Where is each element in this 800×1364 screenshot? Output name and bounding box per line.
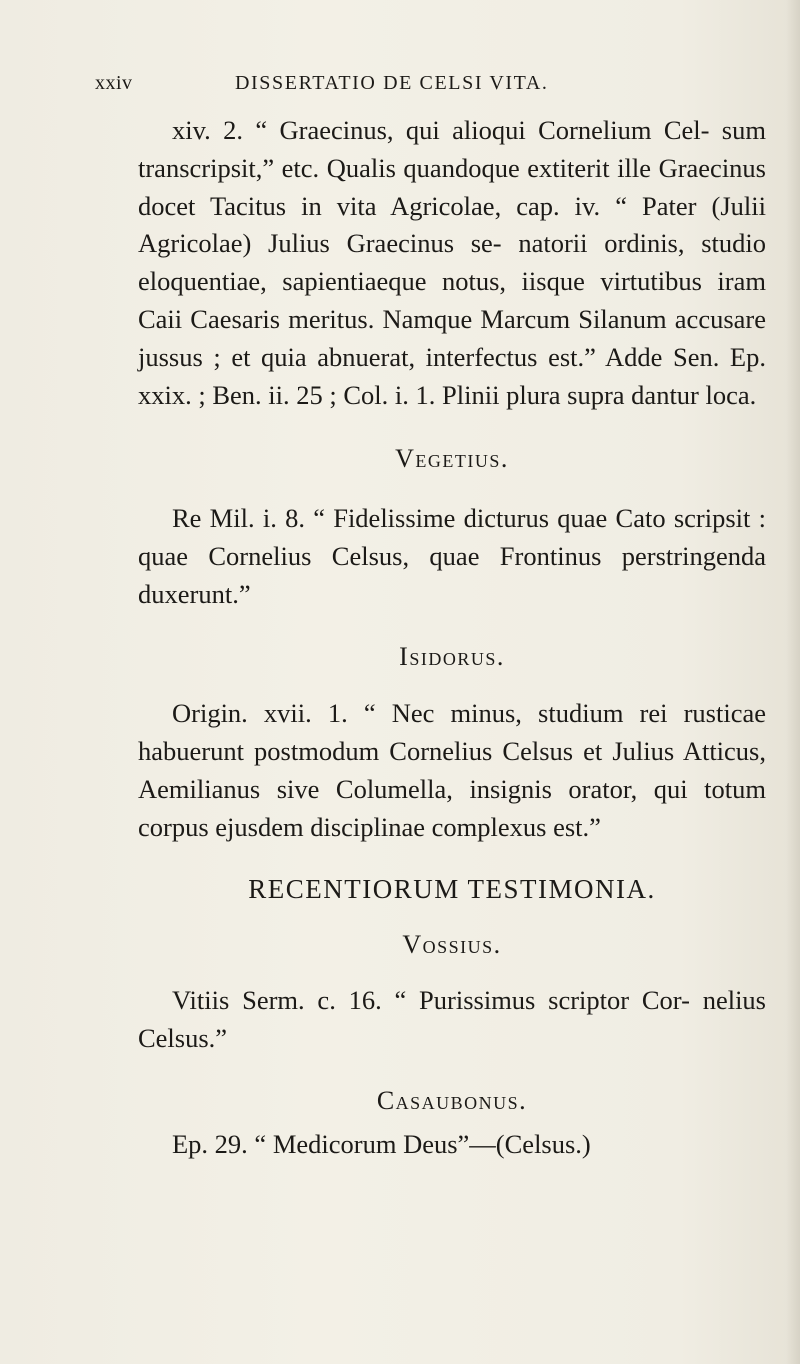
heading-vossius: Vossius.: [402, 930, 502, 960]
page-number: xxiv: [95, 72, 133, 94]
section-title-recentiorum: RECENTIORUM TESTIMONIA.: [248, 873, 656, 904]
paragraph-graecinus: xiv. 2. “ Graecinus, qui alioqui Cornelium Cel- sum transcripsit,” etc. Qualis quandoque extiterit ille Graecinus docet Tacitus in vita Agricolae, cap. iv. “ Pater (Julii Agricolae) Julius Graecinus se- natorii ordinis, studio eloquentiae, sapientiaeque notus, iisque virtutibus iram Caii Caesaris meritus. Namque Marcum Silanum accusare jussus ; et quia abnuerat, interfectus est.” Adde Sen. Ep. xxix. ; Ben. ii. 25 ; Col. i. 1. Plinii plura supra dantur loca.: [138, 115, 766, 410]
heading-vegetius: Vegetius.: [395, 444, 509, 474]
heading-casaubonus: Casaubonus.: [376, 1085, 528, 1115]
heading-isidorus: Isidorus.: [399, 641, 505, 671]
paragraph-vegetius: Re Mil. i. 8. “ Fidelissime dicturus quae Cato scripsit : quae Cornelius Celsus, quae Frontinus perstringenda duxerunt.”: [138, 503, 766, 609]
page-body: [138, 112, 766, 1163]
page-edge-shadow: [786, 0, 800, 1364]
page-header: [95, 72, 655, 102]
paragraph-vossius: Vitiis Serm. c. 16. “ Purissimus scriptor Cor- nelius Celsus.”: [138, 985, 766, 1053]
paragraph-casaubonus: Ep. 29. “ Medicorum Deus”—(Celsus.): [172, 1128, 591, 1159]
running-title: DISSERTATIO DE CELSI VITA.: [235, 72, 549, 94]
paragraph-isidorus: Origin. xvii. 1. “ Nec minus, studium rei rusticae habuerunt postmodum Cornelius Celsus et Julius Atticus, Aemilianus sive Columella, insignis orator, qui totum corpus ejusdem disciplinae complexus est.”: [138, 698, 766, 842]
